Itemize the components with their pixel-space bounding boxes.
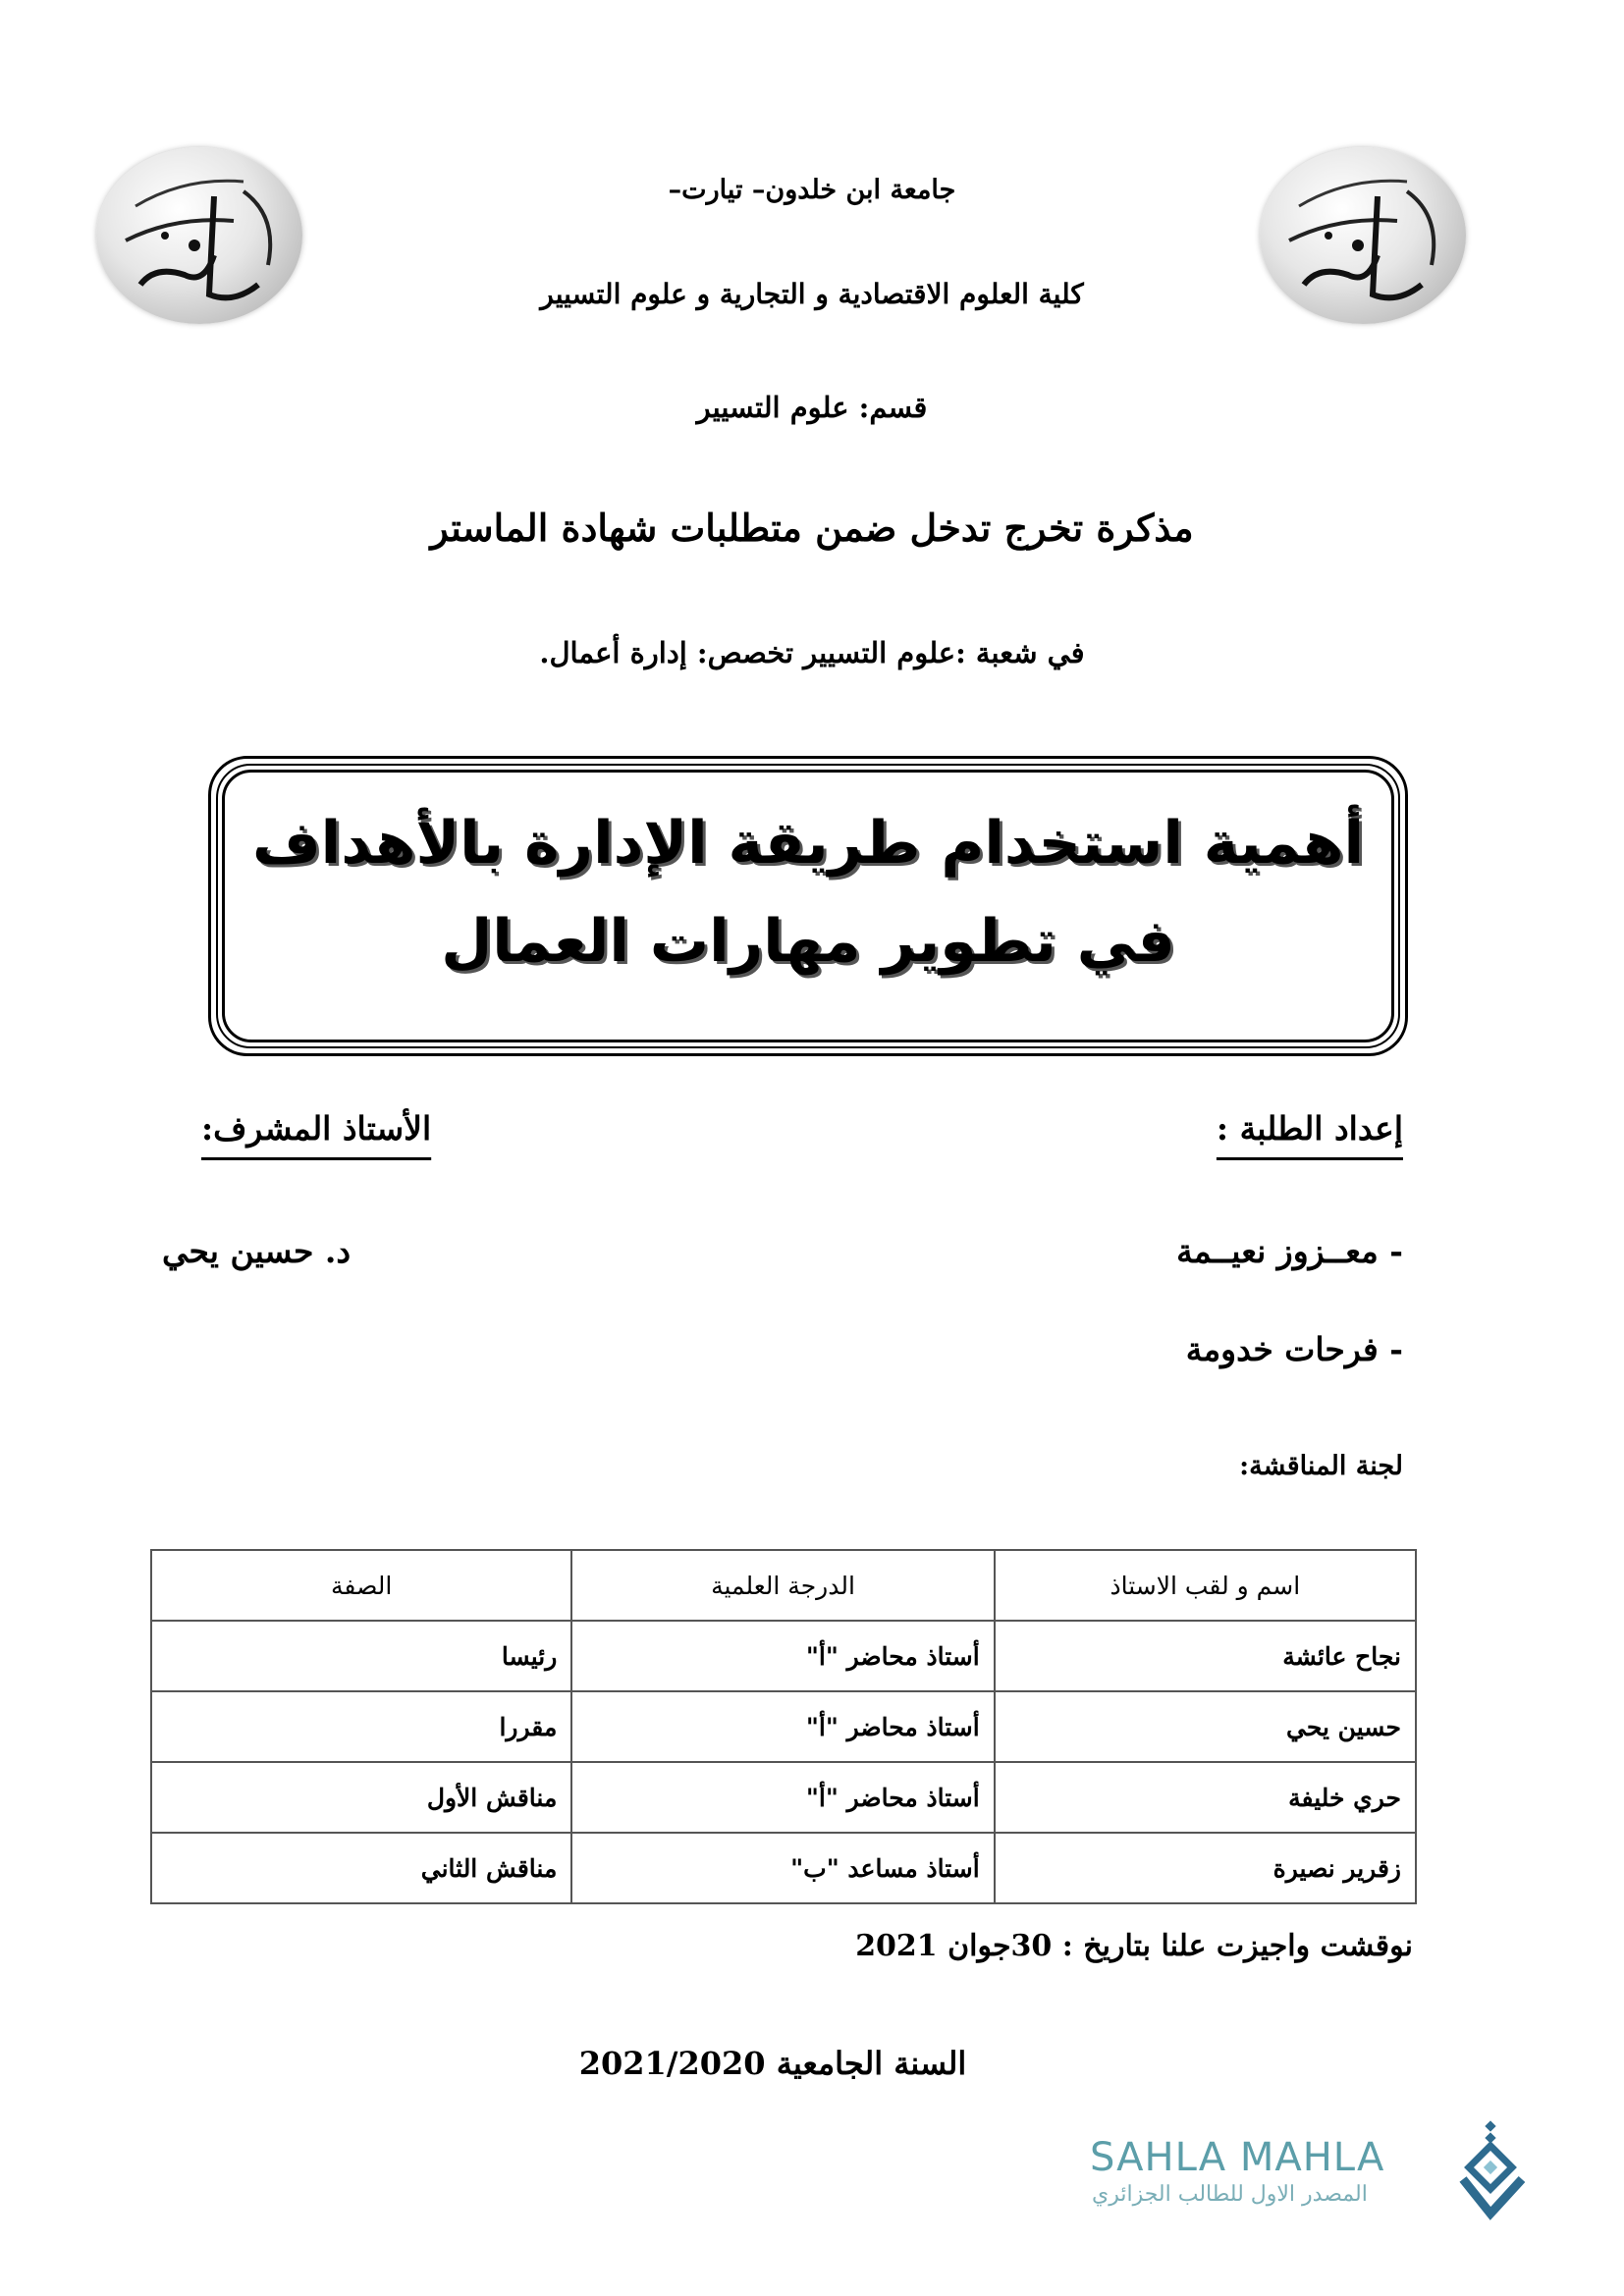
cell-role: مناقش الثاني (151, 1833, 571, 1903)
sahla-mahla-watermark (1090, 2135, 1473, 2214)
student-name-2: - فرحات خدومة (1185, 1330, 1403, 1368)
memo-type: مذكرة تخرج تدخل ضمن متطلبات شهادة الماستر (430, 506, 1194, 550)
supervisor-label: الأستاذ المشرف: (201, 1109, 432, 1148)
academic-year: السنة الجامعية 2021/2020 (578, 2045, 967, 2082)
student-name-1: - معــزوز نعيــمة (1176, 1232, 1403, 1270)
table-row (151, 1833, 1416, 1903)
header-degree: الدرجة العلمية (571, 1550, 994, 1621)
thesis-title-line1: أهمية استخدام طريقة الإدارة بالأهداف (251, 809, 1365, 878)
committee-table (150, 1549, 1417, 1904)
branch-specialty: في شعبة :علوم التسيير تخصص: إدارة أعمال. (539, 636, 1085, 669)
sahla-mahla-logo-icon (1453, 2120, 1532, 2228)
table-row (151, 1621, 1416, 1691)
watermark-name: SAHLA MAHLA (1090, 2135, 1385, 2180)
watermark-tagline: المصدر الاول للطالب الجزائري (1092, 2182, 1368, 2207)
supervisor-name: د. حسين يحي (162, 1232, 352, 1270)
table-row (151, 1762, 1416, 1833)
cell-name: نجاح عائشة (995, 1621, 1416, 1691)
department-name: قسم: علوم التسيير (696, 391, 928, 424)
table-header-row (151, 1550, 1416, 1621)
cell-degree: أستاذ محاضر "أ" (571, 1762, 994, 1833)
cell-role: مقررا (151, 1691, 571, 1762)
cell-role: رئيسا (151, 1621, 571, 1691)
thesis-title-frame (208, 756, 1408, 1056)
university-name: جامعة ابن خلدون– تيارت– (668, 175, 956, 205)
thesis-title-line2: في تطوير مهارات العمال (441, 907, 1175, 976)
cell-name: حسين يحي (995, 1691, 1416, 1762)
header-role: الصفة (151, 1550, 571, 1621)
faculty-name: كلية العلوم الاقتصادية و التجارية و علوم التسيير (540, 278, 1084, 310)
cell-degree: أستاذ محاضر "أ" (571, 1621, 994, 1691)
header-name: اسم و لقب الاستاذ (995, 1550, 1416, 1621)
cell-name: زقرير نصيرة (995, 1833, 1416, 1903)
students-label: إعداد الطلبة : (1216, 1109, 1403, 1148)
table-row (151, 1691, 1416, 1762)
cell-degree: أستاذ مساعد "ب" (571, 1833, 994, 1903)
committee-label: لجنة المناقشة: (1239, 1451, 1403, 1481)
defense-date: نوقشت واجيزت علنا بتاريخ : 30جوان 2021 (855, 1929, 1413, 1963)
cell-name: حري خليفة (995, 1762, 1416, 1833)
cell-degree: أستاذ محاضر "أ" (571, 1691, 994, 1762)
cell-role: مناقش الأول (151, 1762, 571, 1833)
